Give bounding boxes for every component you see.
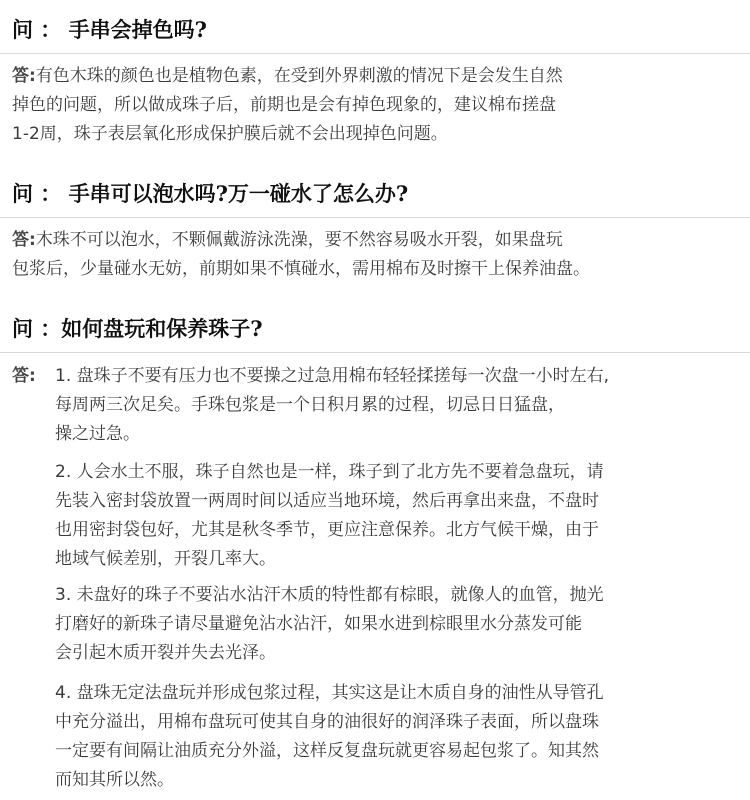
tip-line: 会引起木质开裂并失去光泽。 (55, 643, 276, 663)
answer-line: 掉色的问题，所以做成珠子后，前期也是会有掉色现象的，建议棉布搓盘 (12, 95, 556, 115)
tip-line: 中充分溢出，用棉布盘玩可使其自身的油很好的润泽珠子表面，所以盘珠 (55, 712, 599, 732)
answer-block-2 (12, 226, 742, 284)
tip-line: 2. 人会水土不服，珠子自然也是一样，珠子到了北方先不要着急盘玩，请 (55, 462, 604, 482)
tip-line: 打磨好的新珠子请尽量避免沾水沾汗，如果水进到棕眼里水分蒸发可能 (55, 614, 582, 634)
tip-1 (55, 362, 609, 449)
answer-line: 1-2周，珠子表层氧化形成保护膜后就不会出现掉色问题。 (12, 124, 448, 144)
question-heading-1: 问 ： 手串会掉色吗? (12, 17, 207, 42)
tip-3 (55, 581, 604, 668)
divider (0, 352, 750, 353)
tip-4 (55, 679, 604, 795)
tip-line: 4. 盘珠无定法盘玩并形成包浆过程，其实这是让木质自身的油性从导管孔 (55, 683, 604, 703)
tip-2 (55, 458, 604, 574)
answer-label: 答: (12, 366, 36, 386)
answer-label: 答: (12, 230, 36, 250)
answer-label: 答: (12, 66, 36, 86)
tip-line: 先装入密封袋放置一两周时间以适应当地环境，然后再拿出来盘，不盘时 (55, 491, 599, 511)
tip-line: 而知其所以然。 (55, 770, 174, 790)
answer-line: 包浆后，少量碰水无妨，前期如果不慎碰水，需用棉布及时擦干上保养油盘。 (12, 259, 590, 279)
tip-line: 每周两三次足矣。手珠包浆是一个日积月累的过程，切忌日日猛盘， (55, 395, 565, 415)
answer-line: 木珠不可以泡水，不颗佩戴游泳洗澡，要不然容易吸水开裂，如果盘玩 (35, 230, 563, 250)
tip-line: 1. 盘珠子不要有压力也不要操之过急用棉布轻轻揉搓每一次盘一小时左右, (55, 366, 610, 386)
tip-line: 操之过急。 (55, 424, 140, 444)
question-heading-2: 问 ： 手串可以泡水吗?万一碰水了怎么办? (12, 181, 409, 206)
tip-line: 一定要有间隔让油质充分外溢，这样反复盘玩就更容易起包浆了。知其然 (55, 741, 599, 761)
divider (0, 53, 750, 54)
tip-line: 3. 未盘好的珠子不要沾水沾汗木质的特性都有棕眼，就像人的血管，抛光 (55, 585, 604, 605)
answer-line: 有色木珠的颜色也是植物色素，在受到外界刺激的情况下是会发生自然 (35, 66, 563, 86)
tip-line: 也用密封袋包好，尤其是秋冬季节，更应注意保养。北方气候干燥，由于 (55, 520, 599, 540)
answer-block-1 (12, 62, 742, 149)
divider (0, 217, 750, 218)
question-heading-3: 问 ：如何盘玩和保养珠子? (12, 316, 263, 341)
tip-line: 地域气候差别，开裂几率大。 (55, 549, 276, 569)
